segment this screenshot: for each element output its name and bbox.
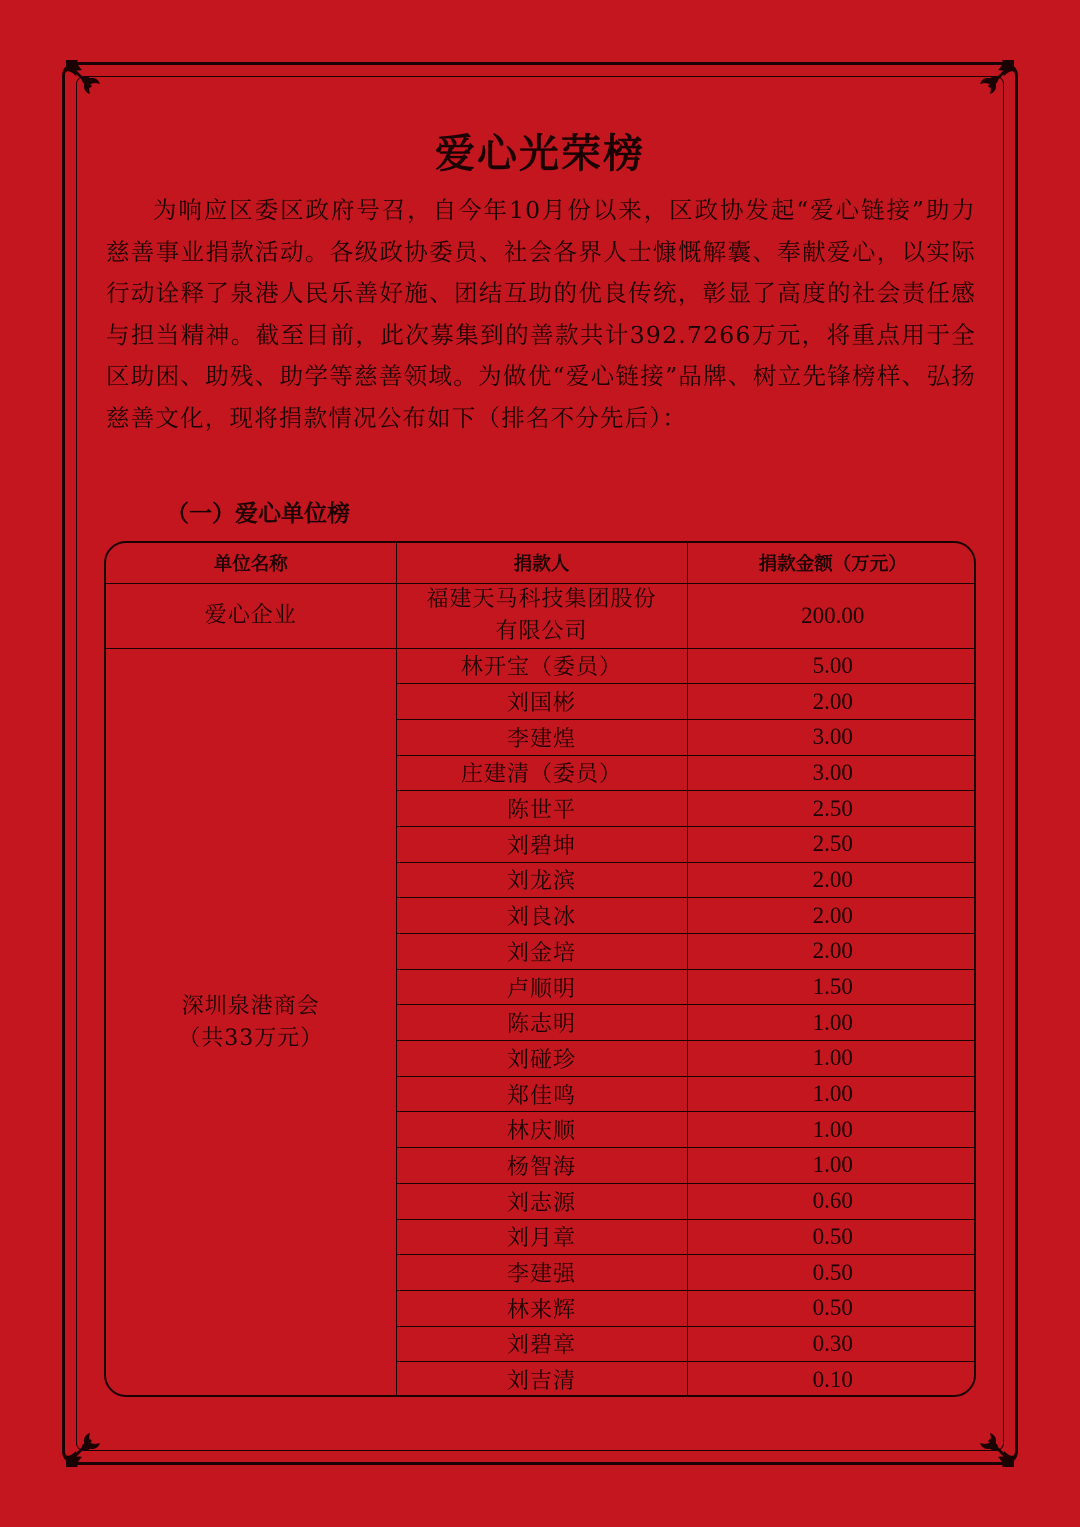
donor-cell: 刘碰珍 <box>396 1041 687 1077</box>
donor-cell: 卢顺明 <box>396 969 687 1005</box>
intro-paragraph: 为响应区委区政府号召，自今年10月份以来，区政协发起“爱心链接”助力慈善事业捐款活动。各级政协委员、社会各界人士慷慨解囊、奉献爱心，以实际行动诠释了泉港人民乐善好施、团结互助的优良传统，彰显了高度的社会责任感与担当精神。截至目前，此次募集到的善款共计392.7266万元，将重点用于全区助困、助残、助学等慈善领域。为做优“爱心链接”品牌、树立先锋榜样、弘扬慈善文化，现将捐款情况公布如下（排名不分先后）： <box>106 196 976 432</box>
amount-cell: 1.50 <box>687 969 976 1005</box>
amount-cell: 0.10 <box>687 1362 976 1397</box>
page-title: 爱心光荣榜 <box>435 131 645 177</box>
donation-table <box>104 541 976 1397</box>
amount-cell: 1.00 <box>687 1005 976 1041</box>
amount-cell: 2.50 <box>687 791 976 827</box>
donor-cell: 刘吉清 <box>396 1362 687 1397</box>
donor-cell: 林来辉 <box>396 1290 687 1326</box>
donor-cell: 刘志源 <box>396 1183 687 1219</box>
amount-cell: 1.00 <box>687 1041 976 1077</box>
amount-cell: 1.00 <box>687 1148 976 1184</box>
fleur-de-lis-corner-icon <box>974 1427 1018 1471</box>
donor-cell: 庄建清（委员） <box>396 755 687 791</box>
header-unit-name: 单位名称 <box>106 543 396 583</box>
table-row <box>106 583 976 648</box>
amount-cell: 0.50 <box>687 1290 976 1326</box>
donor-cell: 刘良冰 <box>396 898 687 934</box>
unit-name-cell <box>106 648 396 1397</box>
donor-cell: 李建煌 <box>396 719 687 755</box>
unit-name-line: 深圳泉港商会 <box>181 993 320 1019</box>
amount-cell: 2.00 <box>687 898 976 934</box>
donor-cell: 陈世平 <box>396 791 687 827</box>
donor-cell: 李建强 <box>396 1255 687 1291</box>
amount-cell: 2.00 <box>687 934 976 970</box>
donor-cell: 林开宝（委员） <box>396 648 687 684</box>
amount-cell: 200.00 <box>687 583 976 648</box>
amount-cell: 1.00 <box>687 1076 976 1112</box>
donor-cell: 陈志明 <box>396 1005 687 1041</box>
donor-cell: 刘月章 <box>396 1219 687 1255</box>
fleur-de-lis-corner-icon <box>62 1427 106 1471</box>
donor-cell: 刘金培 <box>396 934 687 970</box>
donor-cell: 杨智海 <box>396 1148 687 1184</box>
amount-cell: 0.30 <box>687 1326 976 1362</box>
unit-total-line: （共33万元） <box>178 1025 324 1051</box>
donor-cell: 郑佳鸣 <box>396 1076 687 1112</box>
amount-cell: 2.00 <box>687 862 976 898</box>
section-heading: （一）爱心单位榜 <box>166 501 350 527</box>
amount-cell: 0.50 <box>687 1255 976 1291</box>
amount-cell: 3.00 <box>687 719 976 755</box>
donor-cell: 刘碧坤 <box>396 826 687 862</box>
table-row <box>106 648 976 684</box>
donor-cell: 刘碧章 <box>396 1326 687 1362</box>
donor-name-line: 有限公司 <box>495 618 588 644</box>
donor-cell: 刘龙滨 <box>396 862 687 898</box>
amount-cell: 0.60 <box>687 1183 976 1219</box>
donor-cell <box>396 583 687 648</box>
fleur-de-lis-corner-icon <box>974 56 1018 100</box>
donor-cell: 林庆顺 <box>396 1112 687 1148</box>
header-amount: 捐款金额（万元） <box>687 543 976 583</box>
amount-cell: 1.00 <box>687 1112 976 1148</box>
table-header-row <box>106 543 976 583</box>
amount-cell: 2.00 <box>687 684 976 720</box>
amount-cell: 3.00 <box>687 755 976 791</box>
amount-cell: 0.50 <box>687 1219 976 1255</box>
amount-cell: 5.00 <box>687 648 976 684</box>
amount-cell: 2.50 <box>687 826 976 862</box>
fleur-de-lis-corner-icon <box>62 56 106 100</box>
donor-name-line: 福建天马科技集团股份 <box>426 586 657 612</box>
donor-cell: 刘国彬 <box>396 684 687 720</box>
header-donor: 捐款人 <box>396 543 687 583</box>
unit-category-cell: 爱心企业 <box>106 583 396 648</box>
